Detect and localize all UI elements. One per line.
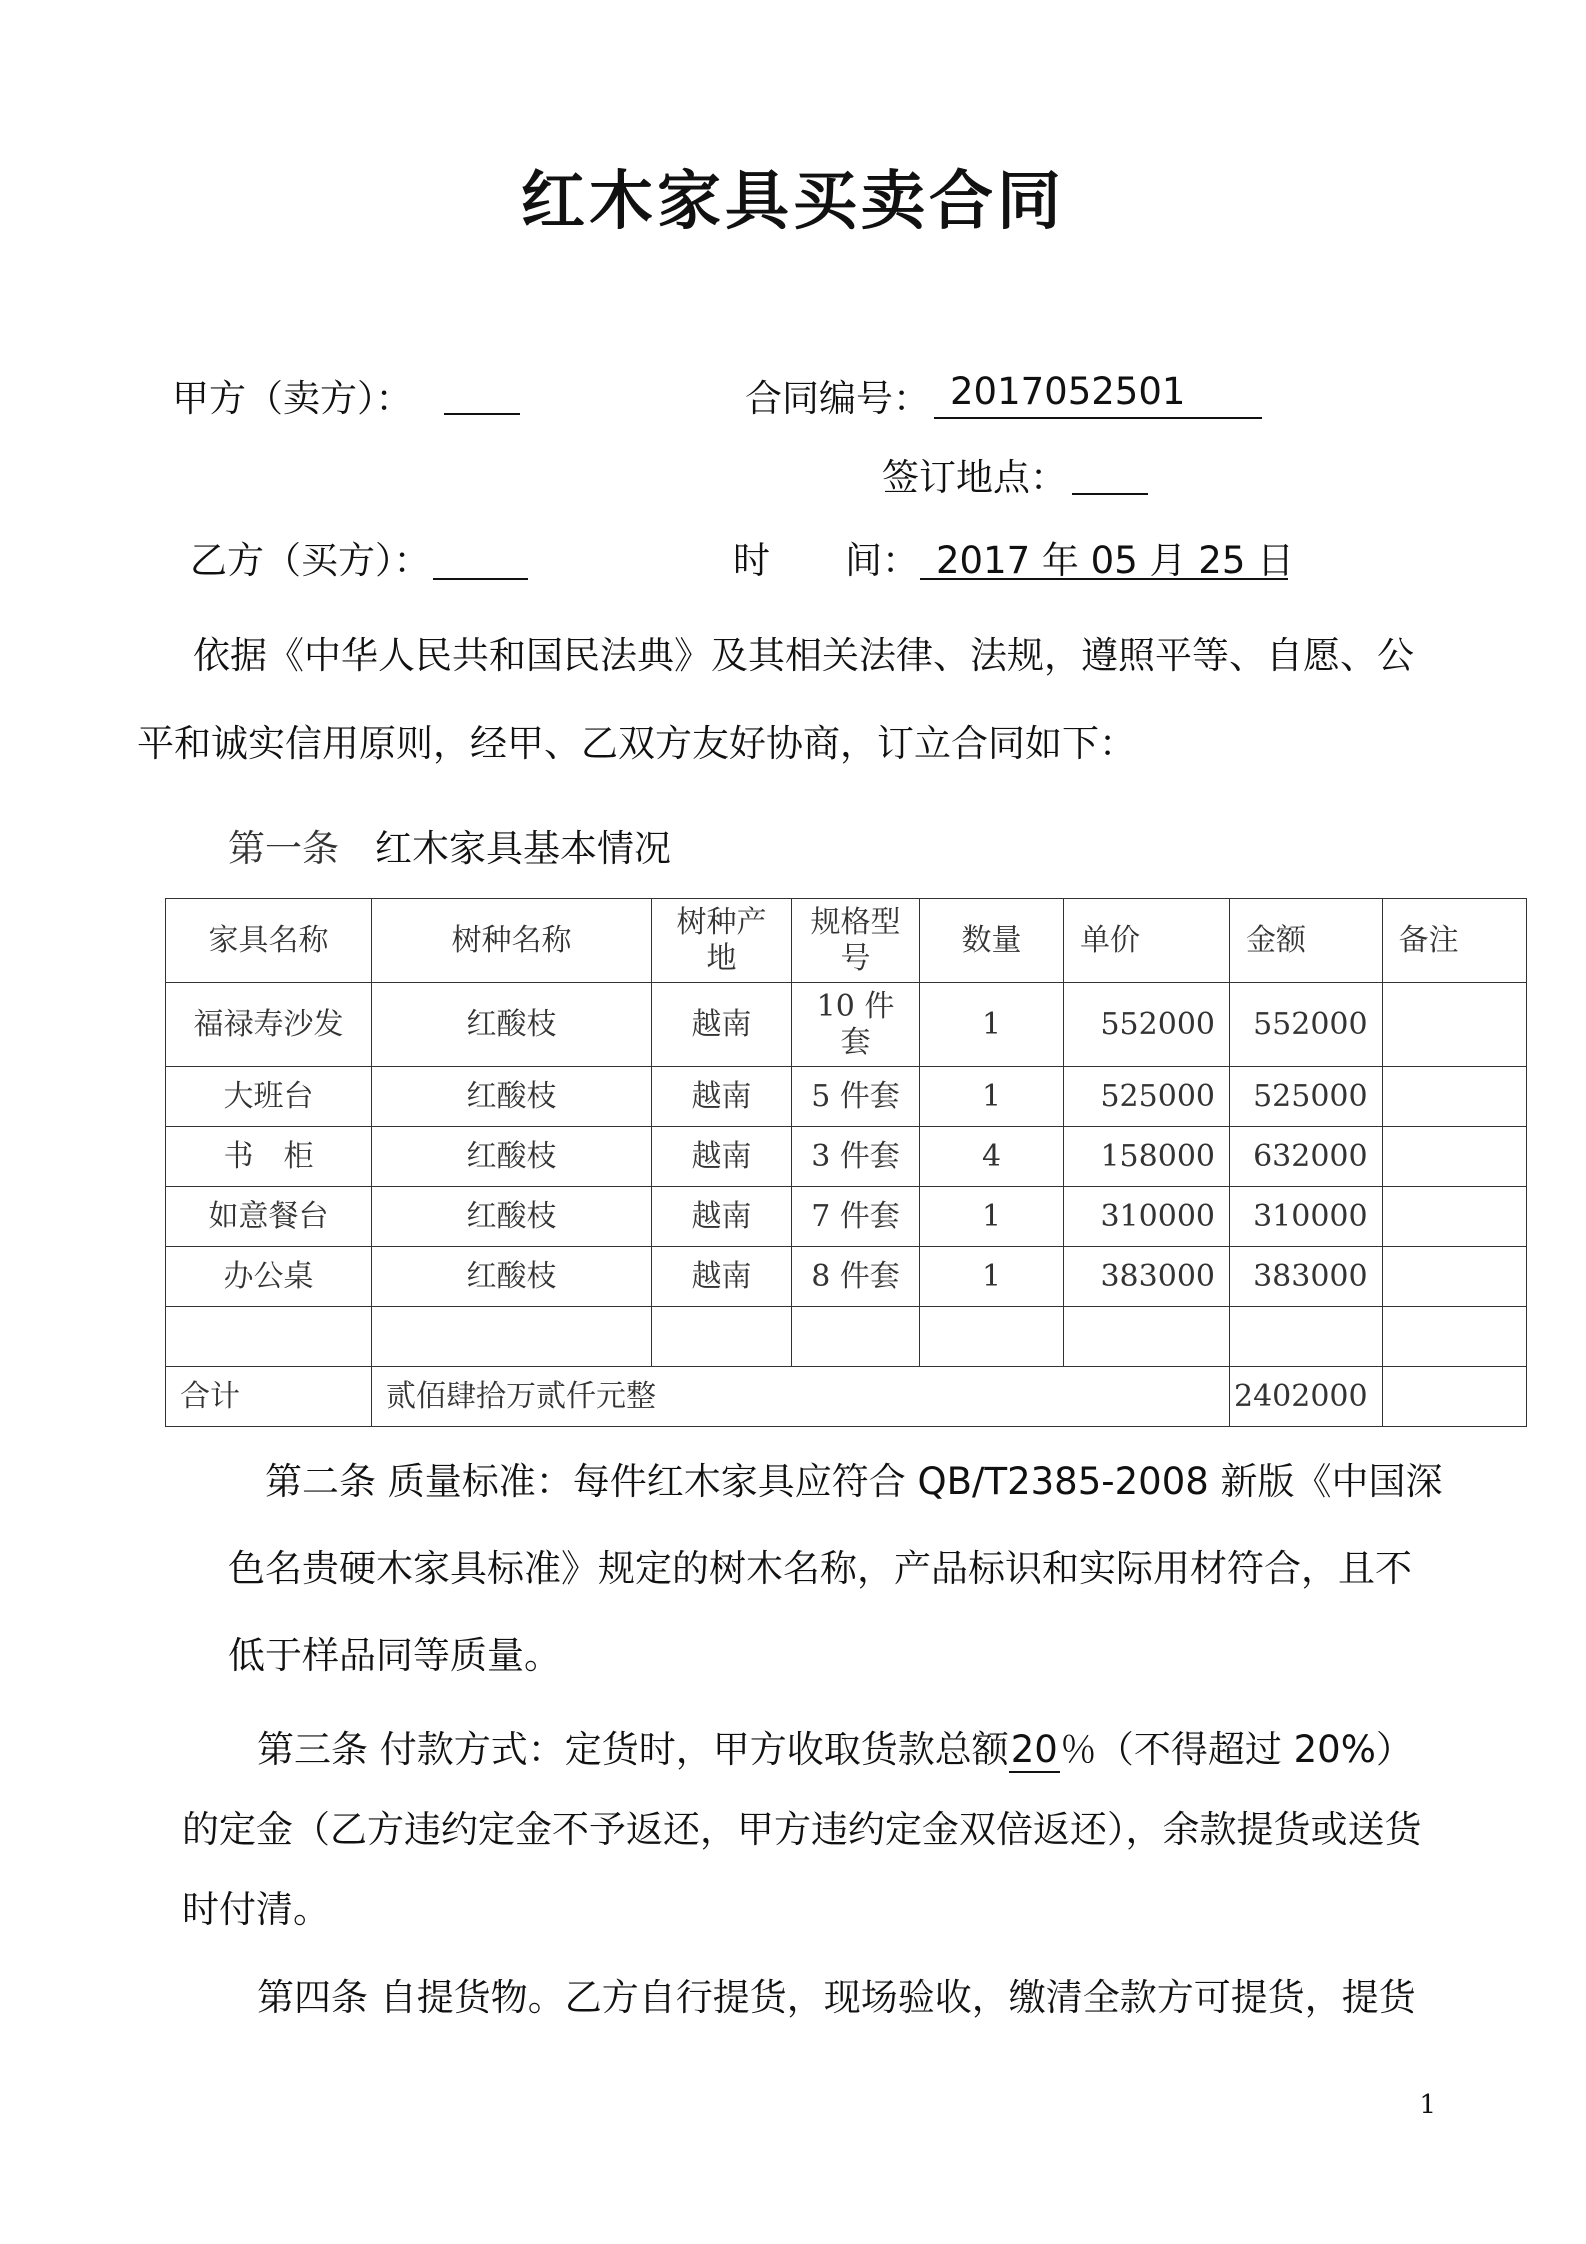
cell-wood-species: 红酸枝	[372, 1067, 652, 1127]
table-row-empty	[166, 1307, 1527, 1367]
cell-amount: 383000	[1230, 1247, 1383, 1307]
cell-quantity: 1	[920, 1067, 1064, 1127]
cell-wood-origin: 越南	[652, 1067, 792, 1127]
cell-remarks	[1382, 1127, 1526, 1187]
cell-empty	[1382, 1307, 1526, 1367]
table-row	[166, 1127, 1527, 1187]
cell-empty	[166, 1307, 372, 1367]
contract-number-value[interactable]: 2017052501	[950, 370, 1186, 413]
table-row	[166, 1067, 1527, 1127]
section-3-line-1	[257, 1706, 1413, 1794]
cell-quantity: 1	[920, 1247, 1064, 1307]
cell-wood-origin: 越南	[652, 1187, 792, 1247]
cell-furniture-name: 书 柜	[166, 1127, 372, 1187]
cell-empty	[652, 1307, 792, 1367]
table-row	[166, 1187, 1527, 1247]
cell-remarks	[1382, 1067, 1526, 1127]
header-quantity: 数量	[920, 899, 1064, 983]
party-a-field[interactable]	[444, 413, 520, 415]
header-spec-model: 规格型号	[792, 899, 920, 983]
cell-amount: 632000	[1230, 1127, 1383, 1187]
time-value[interactable]: 2017 年 05 月 25 日	[936, 539, 1295, 582]
cell-empty	[792, 1307, 920, 1367]
furniture-table	[165, 898, 1527, 1427]
cell-furniture-name: 福禄寿沙发	[166, 983, 372, 1067]
table-row	[166, 1247, 1527, 1307]
page-number: 1	[1419, 2090, 1436, 2120]
cell-wood-species: 红酸枝	[372, 1127, 652, 1187]
cell-empty	[372, 1307, 652, 1367]
cell-spec-model: 8 件套	[792, 1247, 920, 1307]
total-in-words: 贰佰肆拾万贰仟元整	[372, 1367, 1230, 1427]
time-label-1: 时	[733, 539, 770, 582]
cell-wood-origin: 越南	[652, 983, 792, 1067]
party-b-label: 乙方（买方）：	[190, 539, 431, 582]
time-label-2: 间：	[845, 539, 919, 582]
section-2-line-1: 第二条 质量标准：每件红木家具应符合 QB/T2385-2008 新版《中国深	[265, 1460, 1443, 1503]
cell-quantity: 1	[920, 1187, 1064, 1247]
section-1-heading	[228, 818, 671, 872]
header-wood-species: 树种名称	[372, 899, 652, 983]
cell-remarks	[1382, 1187, 1526, 1247]
cell-spec-model: 5 件套	[792, 1067, 920, 1127]
cell-remarks	[1382, 983, 1526, 1067]
cell-spec-model: 10 件套	[792, 983, 920, 1067]
cell-unit-price: 525000	[1064, 1067, 1230, 1127]
header-wood-origin: 树种产地	[652, 899, 792, 983]
cell-unit-price: 310000	[1064, 1187, 1230, 1247]
cell-wood-origin: 越南	[652, 1127, 792, 1187]
cell-spec-model: 7 件套	[792, 1187, 920, 1247]
section-2-line-2: 色名贵硬木家具标准》规定的树木名称，产品标识和实际用材符合，且不	[228, 1547, 1412, 1590]
cell-furniture-name: 大班台	[166, 1067, 372, 1127]
total-label: 合计	[166, 1367, 372, 1427]
cell-quantity: 4	[920, 1127, 1064, 1187]
cell-furniture-name: 办公桌	[166, 1247, 372, 1307]
deposit-percent-field[interactable]: 20	[1010, 1728, 1058, 1771]
header-amount: 金额	[1230, 899, 1383, 983]
section-1-label: 第一条	[228, 827, 339, 870]
sign-place-field[interactable]	[1072, 493, 1148, 495]
cell-unit-price: 158000	[1064, 1127, 1230, 1187]
section-3-text-after: ％（不得超过 20%）	[1059, 1728, 1413, 1771]
party-b-field[interactable]	[433, 578, 528, 580]
cell-wood-species: 红酸枝	[372, 1247, 652, 1307]
section-3-line-3: 时付清。	[182, 1888, 330, 1931]
cell-empty	[1230, 1307, 1383, 1367]
cell-quantity: 1	[920, 983, 1064, 1067]
section-1-title: 红木家具基本情况	[375, 827, 671, 870]
contract-number-label: 合同编号：	[745, 377, 930, 420]
cell-amount: 552000	[1230, 983, 1383, 1067]
intro-line-2: 平和诚实信用原则，经甲、乙双方友好协商，订立合同如下：	[137, 722, 1136, 765]
total-remarks	[1382, 1367, 1526, 1427]
cell-remarks	[1382, 1247, 1526, 1307]
cell-wood-species: 红酸枝	[372, 983, 652, 1067]
table-header-row	[166, 899, 1527, 983]
cell-unit-price: 552000	[1064, 983, 1230, 1067]
section-3-text-before: 第三条 付款方式：定货时，甲方收取货款总额	[257, 1728, 1009, 1771]
cell-empty	[1064, 1307, 1230, 1367]
section-3-line-2: 的定金（乙方违约定金不予返还，甲方违约定金双倍返还），余款提货或送货	[182, 1808, 1422, 1851]
header-remarks: 备注	[1382, 899, 1526, 983]
table-total-row	[166, 1367, 1527, 1427]
cell-furniture-name: 如意餐台	[166, 1187, 372, 1247]
table-row	[166, 983, 1527, 1067]
section-4-line-1: 第四条 自提货物。乙方自行提货，现场验收，缴清全款方可提货，提货	[257, 1976, 1416, 2019]
cell-wood-species: 红酸枝	[372, 1187, 652, 1247]
cell-unit-price: 383000	[1064, 1247, 1230, 1307]
sign-place-label: 签订地点：	[882, 456, 1067, 499]
cell-spec-model: 3 件套	[792, 1127, 920, 1187]
party-a-label: 甲方（卖方）：	[172, 377, 413, 420]
cell-amount: 310000	[1230, 1187, 1383, 1247]
contract-number-underline	[934, 417, 1262, 419]
cell-empty	[920, 1307, 1064, 1367]
cell-amount: 525000	[1230, 1067, 1383, 1127]
section-2-line-3: 低于样品同等质量。	[228, 1634, 561, 1677]
cell-wood-origin: 越南	[652, 1247, 792, 1307]
header-unit-price: 单价	[1064, 899, 1230, 983]
document-title: 红木家具买卖合同	[521, 165, 1065, 239]
header-furniture-name: 家具名称	[166, 899, 372, 983]
intro-line-1: 依据《中华人民共和国民法典》及其相关法律、法规，遵照平等、自愿、公	[193, 634, 1414, 677]
total-amount: 2402000	[1230, 1367, 1383, 1427]
